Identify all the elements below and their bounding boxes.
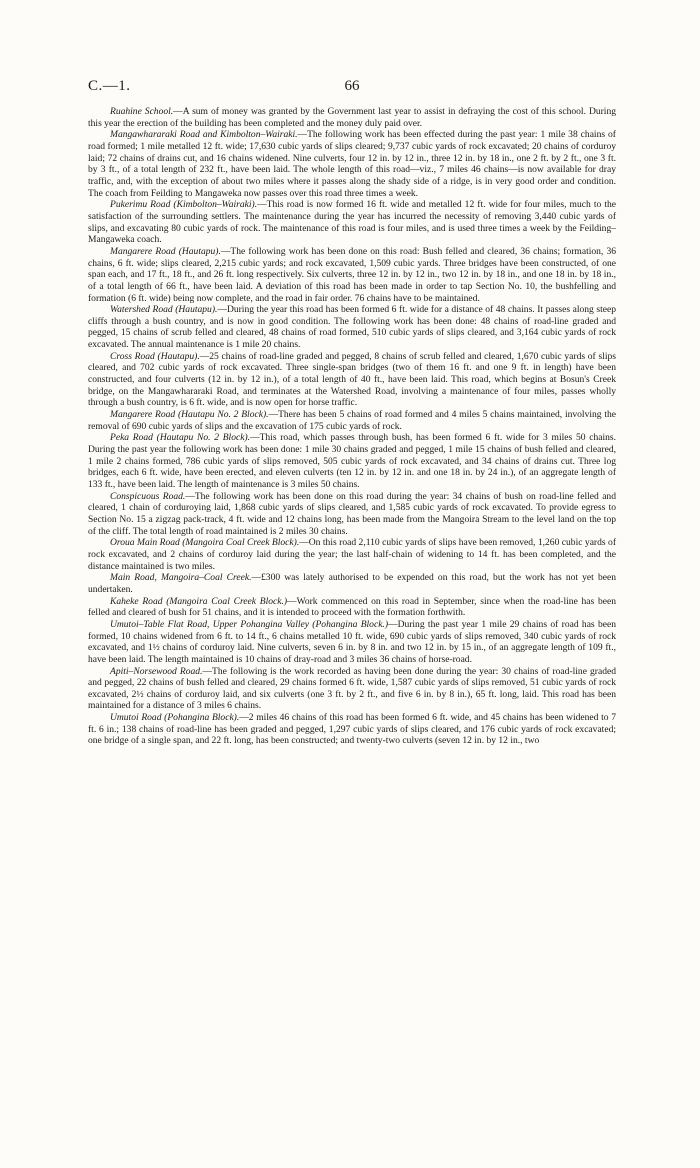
paragraph-text: —On this road 2,110 cubic yards of slips have been removed, 1,260 cubic yards of rock excavated, and 2 chains of corduroy laid during the year; the last half-chain of widening to 14 ft. has been completed, and the distance maintained is two miles. [88, 537, 616, 572]
document-reference: C.—1. [88, 78, 131, 94]
paragraph-title: Mangarere Road (Hautapu No. 2 Block). [110, 409, 269, 421]
paragraph-title: Main Road, Mangoira–Coal Creek. [110, 572, 252, 584]
paragraph-text: —The following is the work recorded as having been done during the year: 30 chains of road-line graded and pegged, 22 chains of bush felled and cleared, 29 chains formed 6 ft. wide, 1,587 cubic yards of slips removed, 51 cubic yards of rock excavated, 2½ chains of corduroy laid, and six culverts (one 3 ft. by 2 ft., and five 6 in. by 8 in.), 65 ft. long, laid. This road has been maintained for a distance of 3 miles 6 chains. [88, 665, 616, 712]
paragraph-title: Umutoi Road (Pohangina Block). [110, 712, 240, 724]
page-header [88, 78, 616, 96]
paragraph-title: Ruahine School. [110, 106, 174, 117]
paragraph-text: —The following work has been done on this road: Bush felled and cleared, 36 chains; formation, 36 chains, 6 ft. wide; slips cleared, 2,215 cubic yards; and rock excavated, 1,509 cubic yards. Three bridges have been constructed, of one span each, and 17 ft., 18 ft., and 26 ft. long respectively. Six culverts, three 12 in. by 12 in., two 12 in. by 18 in., and one 18 in. by 18 in., of a total length of 66 ft., have been laid. A deviation of this road has been made in order to tap Section No. 10, the bushfelling and formation (6 ft. wide) being now complete, and the road in fair order. 76 chains have to be maintained. [88, 245, 617, 304]
paragraph-mangarere-road-no2 [88, 409, 616, 432]
paragraph-umutoi-road [88, 712, 616, 747]
paragraph-title: Mangawhararaki Road and Kimbolton–Wairaki. [110, 129, 298, 141]
paragraph-text: —Work commenced on this road in September, since when the road-line has been felled and cleared of bush for 51 chains, and it is intended to proceed with the formation forthwith. [88, 595, 616, 619]
paragraph-oroua-main-road [88, 537, 616, 572]
paragraph-apiti-norsewood-road [88, 666, 616, 713]
paragraph-conspicuous-road [88, 491, 616, 538]
paragraph-text: —This road is now formed 16 ft. wide and metalled 12 ft. wide for four miles, much to the satisfaction of the surrounding settlers. The maintenance during the year has incurred the necessity of removing 3,440 cubic yards of slips, and excavating 80 cubic yards of rock. The maintenance of this road is four miles, and is used three times a week by the Feilding–Mangaweka coach. [88, 199, 616, 246]
paragraph-title: Kaheke Road (Mangoira Coal Creek Block.) [110, 595, 288, 607]
page-number: 66 [344, 78, 360, 94]
paragraph-mangarere-road [88, 246, 616, 304]
paragraph-watershed-road [88, 304, 616, 351]
paragraph-title: Umutoi–Table Flat Road, Upper Pohangina Valley (Pohangina Block.) [110, 618, 389, 630]
paragraph-kaheke-road [88, 596, 616, 619]
paragraph-title: Pukerimu Road (Kimbolton–Wairaki). [110, 199, 258, 211]
paragraph-ruahine-school [88, 106, 616, 129]
paragraph-pukerimu-road [88, 199, 616, 246]
paragraph-title: Oroua Main Road (Mangoira Coal Creek Block). [110, 537, 300, 549]
paragraph-umutoi-table-flat-road [88, 619, 616, 666]
paragraph-mangawhararaki-road [88, 129, 616, 199]
paragraph-text: —This road, which passes through bush, has been formed 6 ft. wide for 3 miles 50 chains. During the past year the following work has been done: 1 mile 30 chains graded and pegged, 1 mile 15 chains of bush felled and cleared, 1 mile 2 chains formed, 786 cubic yards of slips removed, 505 cubic yards of rock excavated, and 34 chains of drains cut. Three log bridges, each 6 ft. wide, have been erected, and eleven culverts (ten 12 in. by 12 in. and one 18 in. by 24 in.), of an aggregate length of 133 ft., have been laid. The length of maintenance is 3 miles 50 chains. [88, 432, 616, 490]
paragraph-text: —There has been 5 chains of road formed and 4 miles 5 chains maintained, involving the removal of 690 cubic yards of slips and the excavation of 175 cubic yards of rock. [88, 409, 616, 432]
paragraph-text: —During the year this road has been formed 6 ft. wide for a distance of 48 chains. It passes along steep cliffs through a bush country, and is now in good condition. The following work has been done: 48 chains of road-line graded and pegged, 15 chains of scrub felled and cleared, 48 chains of road formed, 510 cubic yards of slips cleared, and 3,164 cubic yards of rock excavated. The annual maintenance is 1 mile 20 chains. [88, 304, 616, 351]
paragraph-text: —2 miles 46 chains of this road has been formed 6 ft. wide, and 45 chains has been widened to 7 ft. 6 in.; 138 chains of road-line has been graded and pegged, 1,297 cubic yards of slips cleared, and 176 cubic yards of rock excavated; one bridge of a single span, and 22 ft. long, has been constructed; and twenty-two culverts (seven 12 in. by 12 in., two [88, 712, 616, 747]
paragraph-text: —The following work has been done on this road during the year: 34 chains of bush on road-line felled and cleared, 1 chain of corduroying laid, 1,868 cubic yards of slips cleared, and 1,585 cubic yards of rock excavated. To provide egress to Section No. 15 a zigzag pack-track, 4 ft. wide and 12 chains long, has been made from the Mangoira Stream to the level land on the top of the cliff. The total length of road maintained is 2 miles 30 chains. [88, 490, 616, 537]
document-body [88, 106, 616, 747]
paragraph-title: Apiti–Norsewood Road. [110, 665, 203, 677]
paragraph-title: Mangarere Road (Hautapu). [110, 245, 221, 257]
paragraph-text: —25 chains of road-line graded and pegged, 8 chains of scrub felled and cleared, 1,670 cubic yards of slips cleared, and 702 cubic yards of rock excavated. Three single-span bridges (two of them 16 ft. and one 9 ft. in length) have been constructed, and four culverts (12 in. by 12 in.), of a total length of 40 ft., have been laid. This road, which begins at Bosun's Creek bridge, on the Mangawhararaki Road, and terminates at the Watershed Road, involving a maintenance of four miles, passes wholly through a bush country, is 6 ft. wide, and is now open for horse traffic. [88, 350, 616, 409]
paragraph-text: —The following work has been effected during the past year: 1 mile 38 chains of road formed; 1 mile metalled 12 ft. wide; 17,630 cubic yards of slips cleared; 9,737 cubic yards of rock excavated; 20 chains of corduroy laid; 72 chains of drains cut, and 16 chains widened. Nine culverts, four 12 in. by 12 in., three 12 in. by 18 in., one 2 ft. by 2 ft., one 3 ft. by 3 ft., of a total length of 232 ft., have been laid. The whole length of this road—viz., 7 miles 46 chains—is now available for dray traffic, and, with the exception of about two miles where it passes along the shady side of a ridge, is in very good order and condition. The coach from Feilding to Mangaweka now passes over this road three times a week. [88, 129, 616, 199]
paragraph-title: Conspicuous Road. [110, 490, 186, 502]
paragraph-title: Peka Road (Hautapu No. 2 Block). [110, 432, 251, 444]
paragraph-text: —During the past year 1 mile 29 chains of road has been formed, 10 chains widened from 6 ft. to 14 ft., 6 chains metalled 10 ft. wide, 690 cubic yards of slips removed, 340 cubic yards of rock excavated, and 1½ chains of corduroy laid. Nine culverts, seven 6 in. by 8 in. and two 12 in. by 15 in., of an aggregate length of 109 ft., have been laid. The length maintained is 10 chains of dray-road and 3 miles 36 chains of horse-road. [88, 618, 616, 665]
paragraph-peka-road [88, 432, 616, 490]
paragraph-text: —£300 was lately authorised to be expended on this road, but the work has not yet been undertaken. [88, 572, 616, 595]
paragraph-title: Cross Road (Hautapu). [110, 350, 200, 362]
paragraph-main-road-mangoira [88, 572, 616, 595]
paragraph-cross-road [88, 351, 616, 409]
paragraph-title: Watershed Road (Hautapu). [110, 304, 218, 316]
paragraph-text: —A sum of money was granted by the Government last year to assist in defraying the cost of this school. During this year the erection of the building has been completed and the money duly paid over. [88, 106, 616, 129]
